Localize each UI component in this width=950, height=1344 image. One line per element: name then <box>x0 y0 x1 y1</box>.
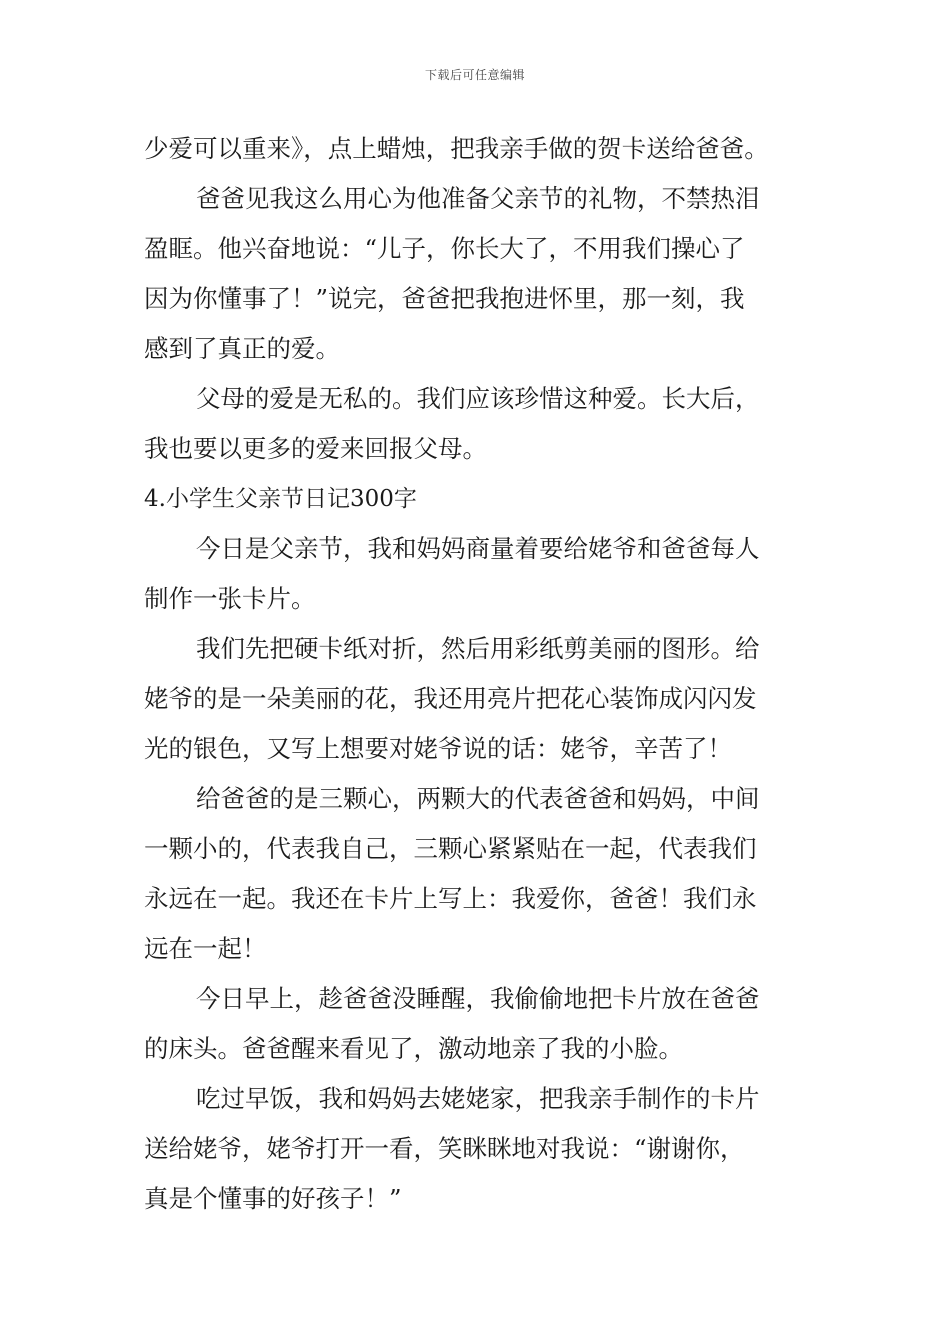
paragraph-start-line: 今日早上，趁爸爸没睡醒，我偷偷地把卡片放在爸爸 <box>196 984 760 1013</box>
text-line: 远在一起！ <box>144 934 267 963</box>
text-line: 少爱可以重来》，点上蜡烛，把我亲手做的贺卡送给爸爸。 <box>144 134 769 163</box>
text-line: 光的银色，又写上想要对姥爷说的话：姥爷，辛苦了！ <box>144 734 732 763</box>
text-line: 永远在一起。我还在卡片上写上：我爱你，爸爸！我们永 <box>144 884 757 913</box>
page-header: 下载后可任意编辑 <box>424 68 525 82</box>
section-heading: 4.小学生父亲节日记300字 <box>144 486 417 512</box>
text-line: 的床头。爸爸醒来看见了，激动地亲了我的小脸。 <box>144 1034 683 1063</box>
text-line: 真是个懂事的好孩子！” <box>144 1184 402 1213</box>
paragraph-start-line: 爸爸见我这么用心为他准备父亲节的礼物，不禁热泪 <box>196 184 760 213</box>
text-line: 制作一张卡片。 <box>144 584 316 613</box>
paragraph-start-line: 给爸爸的是三颗心，两颗大的代表爸爸和妈妈，中间 <box>196 784 760 813</box>
text-line: 送给姥爷，姥爷打开一看，笑眯眯地对我说：“谢谢你， <box>144 1134 745 1163</box>
text-line: 我也要以更多的爱来回报父母。 <box>144 434 487 463</box>
paragraph-start-line: 我们先把硬卡纸对折，然后用彩纸剪美丽的图形。给 <box>196 634 760 663</box>
text-line: 盈眶。他兴奋地说：“儿子，你长大了，不用我们操心了 <box>144 234 745 263</box>
paragraph-start-line: 吃过早饭，我和妈妈去姥姥家，把我亲手制作的卡片 <box>196 1084 760 1113</box>
paragraph-start-line: 父母的爱是无私的。我们应该珍惜这种爱。长大后， <box>196 384 760 413</box>
text-line: 感到了真正的爱。 <box>144 334 340 363</box>
document-body <box>144 124 808 1224</box>
text-line: 姥爷的是一朵美丽的花，我还用亮片把花心装饰成闪闪发 <box>144 684 757 713</box>
text-line: 因为你懂事了！”说完，爸爸把我抱进怀里，那一刻，我 <box>144 284 745 313</box>
text-line: 一颗小的，代表我自己，三颗心紧紧贴在一起，代表我们 <box>144 834 757 863</box>
paragraph-start-line: 今日是父亲节，我和妈妈商量着要给姥爷和爸爸每人 <box>196 534 760 563</box>
